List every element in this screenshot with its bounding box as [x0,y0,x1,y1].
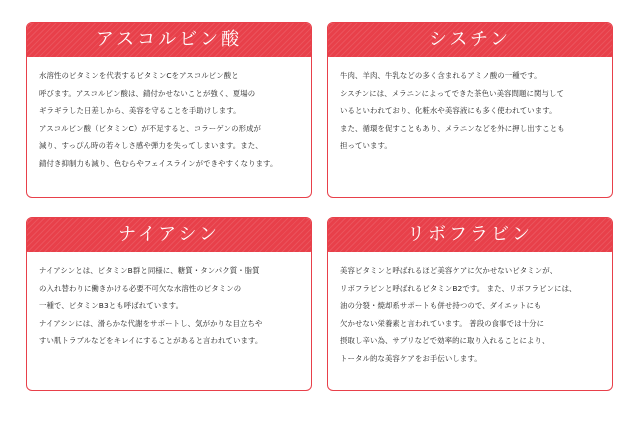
card-text-line: 担っています。 [340,141,392,150]
card-text-line: 油の分裂・焼却系サポートも併せ持つので、ダイエットにも [340,301,542,310]
card-body [27,252,311,358]
card-title: シスチン [328,23,612,57]
card-body [328,252,612,375]
card-text-line: の入れ替わりに働きかける必要不可欠な水溶性のビタミンの [39,283,242,293]
card-text-line: 美容ビタミンと呼ばれるほど美容ケアに欠かせないビタミンが、 [340,266,558,275]
card-niacin [26,217,312,391]
card-text-line: 減り、すっぴん時の若々しさ感や弾力を失ってしまいます。また、 [39,141,263,150]
card-text-line: ナイアシンには、滑らかな代謝をサポートし、気がかりな目立ちや [39,318,263,328]
card-text-line: ナイアシンとは、ビタミンB群と同様に、糖質・タンパク質・脂質 [39,266,260,275]
card-text-line: 錆付き抑制力も減り、色むらやフェイスラインができやすくなります。 [39,158,278,168]
card-text-line: 欠かせない栄養素と言われています。 普段の食事では十分に [340,318,545,328]
card-text-line: 摂取し辛い為、サプリなどで効率的に取り入れることにより、 [340,336,550,345]
card-text-line: 一種で、ビタミンB3とも呼ばれています。 [39,301,184,310]
card-body [328,57,612,163]
card-text-line: 水溶性のビタミンを代表するビタミンCをアスコルビン酸と [39,71,239,80]
card-ascorbic-acid [26,22,312,198]
card-text-line: リボフラビンと呼ばれるビタミンB2です。 また、リボフラビンには、 [340,283,577,293]
card-body [27,57,311,180]
card-text-line: 牛肉、羊肉、牛乳などの多く含まれるアミノ酸の一種です。 [340,71,542,80]
card-riboflavin [327,217,613,391]
card-text-line: すい肌トラブルなどをキレイにすることがあると言われています。 [39,336,263,345]
card-text-line: アスコルビン酸（ビタミンC）が不足すると、コラーゲンの形成が [39,123,262,133]
card-text-line: ギラギラした日差しから、美容を守ることを手助けします。 [39,106,241,115]
card-cystine [327,22,613,198]
card-text-line: 呼びます。アスコルビン酸は、錆付かせないことが強く、夏場の [39,88,256,98]
card-text-line: いるといわれており、化粧水や美容液にも多く使われています。 [340,106,557,115]
card-text-line: シスチンには、メラニンによってできた茶色い美容問題に関与して [340,88,564,98]
card-title: アスコルビン酸 [27,23,311,57]
card-title: ナイアシン [27,218,311,252]
card-text-line: また、循環を促すこともあり、メラニンなどを外に押し出すことも [340,123,565,133]
card-text-line: トータル的な美容ケアをお手伝いします。 [340,353,482,363]
card-title: リボフラビン [328,218,612,252]
